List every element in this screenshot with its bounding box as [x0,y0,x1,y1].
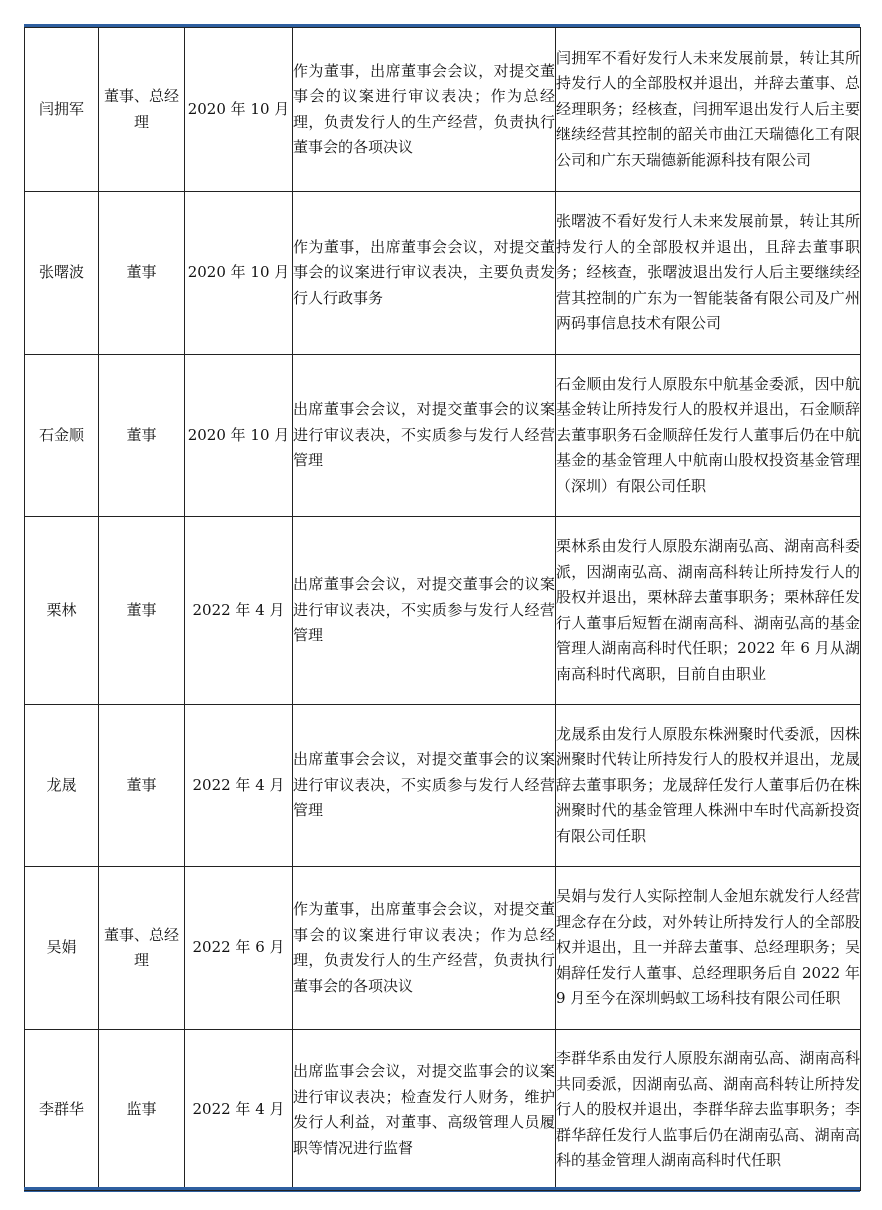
table-row [25,867,861,1030]
person-position: 董事、总经理 [99,28,185,192]
table-row [25,1030,861,1191]
departure-date: 2020 年 10 月 [185,192,293,355]
table-bottom-rule [24,1187,860,1192]
personnel-change-table [24,27,861,1191]
departure-date: 2022 年 4 月 [185,1030,293,1191]
person-name: 李群华 [25,1030,99,1191]
duty-description: 出席董事会会议，对提交董事会的议案进行审议表决，不实质参与发行人经营管理 [293,517,556,705]
table-row [25,517,861,705]
departure-reason: 闫拥军不看好发行人未来发展前景，转让其所持发行人的全部股权并退出，并辞去董事、总经理职务；经核查，闫拥军退出发行人后主要继续经营其控制的韶关市曲江天瑞德化工有限公司和广东天瑞德新能源科技有限公司 [556,28,861,192]
person-position: 董事、总经理 [99,867,185,1030]
person-name: 龙晟 [25,705,99,867]
departure-date: 2022 年 4 月 [185,705,293,867]
table-row [25,705,861,867]
person-position: 董事 [99,192,185,355]
duty-description: 出席董事会会议，对提交董事会的议案进行审议表决，不实质参与发行人经营管理 [293,705,556,867]
duty-description: 作为董事，出席董事会会议，对提交董事会的议案进行审议表决；作为总经理，负责发行人的生产经营，负责执行董事会的各项决议 [293,867,556,1030]
duty-description: 作为董事，出席董事会会议，对提交董事会的议案进行审议表决；作为总经理，负责发行人的生产经营，负责执行董事会的各项决议 [293,28,556,192]
departure-date: 2020 年 10 月 [185,28,293,192]
person-position: 监事 [99,1030,185,1191]
table-row [25,192,861,355]
person-name: 石金顺 [25,355,99,517]
departure-reason: 张曙波不看好发行人未来发展前景，转让其所持发行人的全部股权并退出，且辞去董事职务；经核查，张曙波退出发行人后主要继续经营其控制的广东为一智能装备有限公司及广州两码事信息技术有限公司 [556,192,861,355]
person-name: 张曙波 [25,192,99,355]
duty-description: 出席监事会会议，对提交监事会的议案进行审议表决；检查发行人财务，维护发行人利益，对董事、高级管理人员履职等情况进行监督 [293,1030,556,1191]
departure-reason: 栗林系由发行人原股东湖南弘高、湖南高科委派，因湖南弘高、湖南高科转让所持发行人的股权并退出，栗林辞去董事职务；栗林辞任发行人董事后短暂在湖南高科、湖南弘高的基金管理人湖南高科时代任职；2022 年 6 月从湖南高科时代离职，目前自由职业 [556,517,861,705]
departure-reason: 吴娟与发行人实际控制人金旭东就发行人经营理念存在分歧，对外转让所持发行人的全部股权并退出，且一并辞去董事、总经理职务；吴娟辞任发行人董事、总经理职务后自 2022 年 9 月至今在深圳蚂蚁工场科技有限公司任职 [556,867,861,1030]
person-position: 董事 [99,705,185,867]
departure-reason: 石金顺由发行人原股东中航基金委派，因中航基金转让所持发行人的股权并退出，石金顺辞去董事职务石金顺辞任发行人董事后仍在中航基金的基金管理人中航南山股权投资基金管理（深圳）有限公司任职 [556,355,861,517]
duty-description: 作为董事，出席董事会会议，对提交董事会的议案进行审议表决，主要负责发行人行政事务 [293,192,556,355]
person-position: 董事 [99,517,185,705]
departure-reason: 李群华系由发行人原股东湖南弘高、湖南高科共同委派，因湖南弘高、湖南高科转让所持发行人的股权并退出，李群华辞去监事职务；李群华辞任发行人监事后仍在湖南弘高、湖南高科的基金管理人湖南高科时代任职 [556,1030,861,1191]
person-name: 栗林 [25,517,99,705]
person-name: 闫拥军 [25,28,99,192]
departure-date: 2022 年 6 月 [185,867,293,1030]
duty-description: 出席董事会会议，对提交董事会的议案进行审议表决，不实质参与发行人经营管理 [293,355,556,517]
departure-date: 2022 年 4 月 [185,517,293,705]
departure-date: 2020 年 10 月 [185,355,293,517]
departure-reason: 龙晟系由发行人原股东株洲聚时代委派，因株洲聚时代转让所持发行人的股权并退出，龙晟辞去董事职务；龙晟辞任发行人董事后仍在株洲聚时代的基金管理人株洲中车时代高新投资有限公司任职 [556,705,861,867]
table-row [25,28,861,192]
table-row [25,355,861,517]
person-position: 董事 [99,355,185,517]
person-name: 吴娟 [25,867,99,1030]
